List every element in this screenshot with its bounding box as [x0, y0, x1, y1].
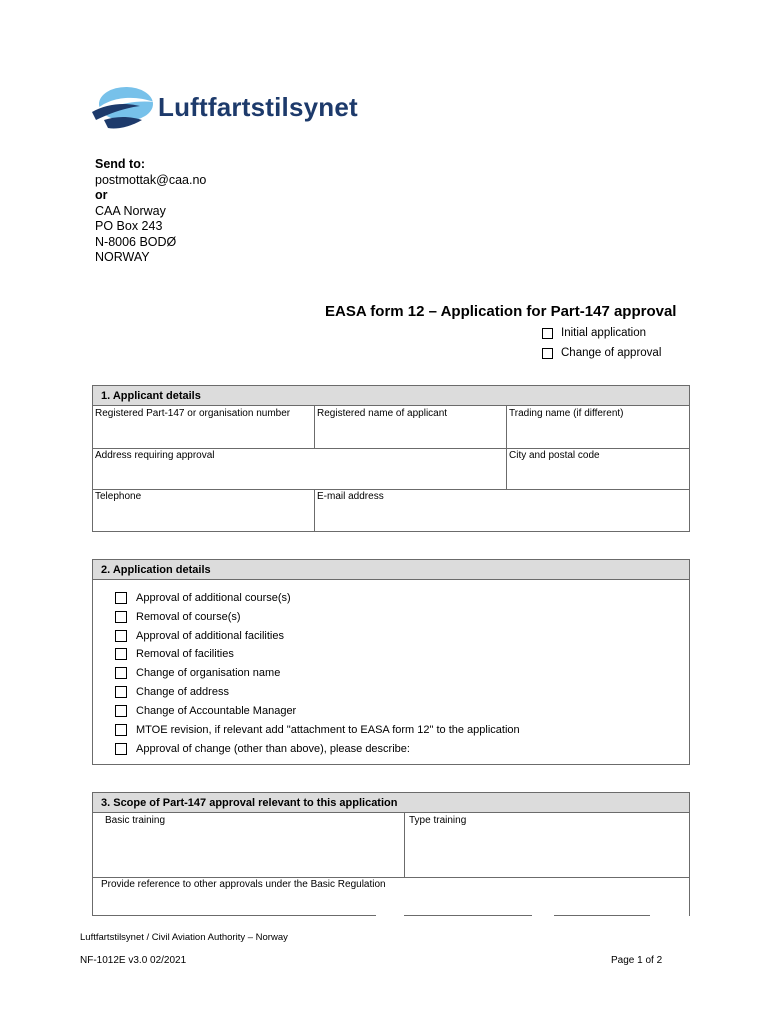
send-to-or: or — [95, 188, 108, 202]
address-line: PO Box 243 — [95, 219, 163, 233]
option-additional-facilities[interactable] — [115, 630, 284, 642]
option-removal-facilities[interactable] — [115, 648, 234, 660]
checkbox[interactable] — [115, 630, 127, 642]
footer-form-code: NF-1012E v3.0 02/2021 — [80, 955, 187, 966]
change-of-approval-checkbox[interactable] — [542, 348, 553, 359]
option-change-accountable-manager[interactable] — [115, 705, 296, 717]
logo-text: Luftfartstilsynet — [158, 92, 358, 122]
reg-name-field[interactable] — [315, 407, 506, 448]
address-label: Address requiring approval — [95, 450, 215, 461]
send-to-block — [95, 157, 206, 266]
footer-organisation: Luftfartstilsynet / Civil Aviation Authority – Norway — [80, 932, 288, 943]
type-training-label: Type training — [409, 815, 467, 826]
option-change-org-name[interactable] — [115, 667, 280, 679]
section1-heading: 1. Applicant details — [93, 386, 689, 406]
basic-training-label: Basic training — [105, 815, 166, 826]
checkbox[interactable] — [115, 592, 127, 604]
initial-application-checkbox[interactable] — [542, 328, 553, 339]
option-label: Change of Accountable Manager — [136, 705, 297, 717]
address-line: NORWAY — [95, 250, 150, 264]
change-of-approval-label: Change of approval — [561, 347, 662, 359]
option-label: Approval of additional facilities — [136, 630, 284, 642]
address-line: N-8006 BODØ — [95, 234, 177, 249]
option-removal-courses[interactable] — [115, 611, 241, 623]
option-additional-courses[interactable] — [115, 592, 291, 604]
reg-number-label: Registered Part-147 or organisation number — [95, 408, 291, 419]
type-training-field[interactable] — [407, 814, 687, 877]
other-approvals-reference-field[interactable] — [99, 878, 687, 915]
option-approval-of-change[interactable] — [115, 743, 410, 755]
checkbox[interactable] — [115, 705, 127, 717]
city-postal-label: City and postal code — [509, 450, 600, 461]
reg-name-label: Registered name of applicant — [317, 408, 448, 419]
option-label: Approval of additional course(s) — [136, 592, 291, 604]
address-field[interactable] — [93, 449, 506, 489]
send-to-email: postmottak@caa.no — [95, 172, 207, 187]
section2-heading: 2. Application details — [93, 560, 689, 580]
reg-number-field[interactable] — [93, 407, 314, 448]
checkbox[interactable] — [115, 724, 127, 736]
initial-application-checkbox-row[interactable] — [542, 327, 646, 339]
checkbox[interactable] — [115, 611, 127, 623]
section-application-details — [92, 559, 690, 765]
option-label: MTOE revision, if relevant add "attachment to EASA form 12" to the application — [136, 724, 520, 736]
option-label: Removal of course(s) — [136, 611, 241, 623]
checkbox[interactable] — [115, 743, 127, 755]
option-label: Removal of facilities — [136, 648, 234, 660]
option-change-address[interactable] — [115, 686, 229, 698]
checkbox[interactable] — [115, 686, 127, 698]
change-of-approval-checkbox-row[interactable] — [542, 347, 661, 359]
option-mtoe-revision[interactable] — [115, 724, 520, 736]
send-to-heading: Send to: — [95, 157, 145, 171]
section-applicant-details — [92, 385, 690, 532]
trading-name-field[interactable] — [507, 407, 689, 448]
basic-training-field[interactable] — [103, 814, 403, 877]
footer-page-number: Page 1 of 2 — [611, 955, 663, 966]
option-label: Change of address — [136, 686, 229, 698]
option-label: Change of organisation name — [136, 667, 281, 679]
address-line: CAA Norway — [95, 203, 166, 218]
checkbox[interactable] — [115, 648, 127, 660]
email-label: E-mail address — [317, 491, 384, 502]
trading-name-label: Trading name (if different) — [509, 408, 624, 419]
initial-application-label: Initial application — [561, 327, 647, 339]
section3-heading: 3. Scope of Part-147 approval relevant to this application — [93, 793, 689, 813]
telephone-label: Telephone — [95, 491, 142, 502]
telephone-field[interactable] — [93, 490, 314, 531]
section-scope — [92, 792, 690, 916]
email-field[interactable] — [315, 490, 689, 531]
form-title: EASA form 12 – Application for Part-147 approval — [325, 303, 677, 320]
option-label: Approval of change (other than above), please describe: — [136, 743, 410, 755]
logo — [90, 84, 358, 134]
other-approvals-reference-label: Provide reference to other approvals under the Basic Regulation — [101, 879, 386, 890]
luftfartstilsynet-logo-icon — [90, 84, 156, 134]
checkbox[interactable] — [115, 667, 127, 679]
city-postal-field[interactable] — [507, 449, 689, 489]
